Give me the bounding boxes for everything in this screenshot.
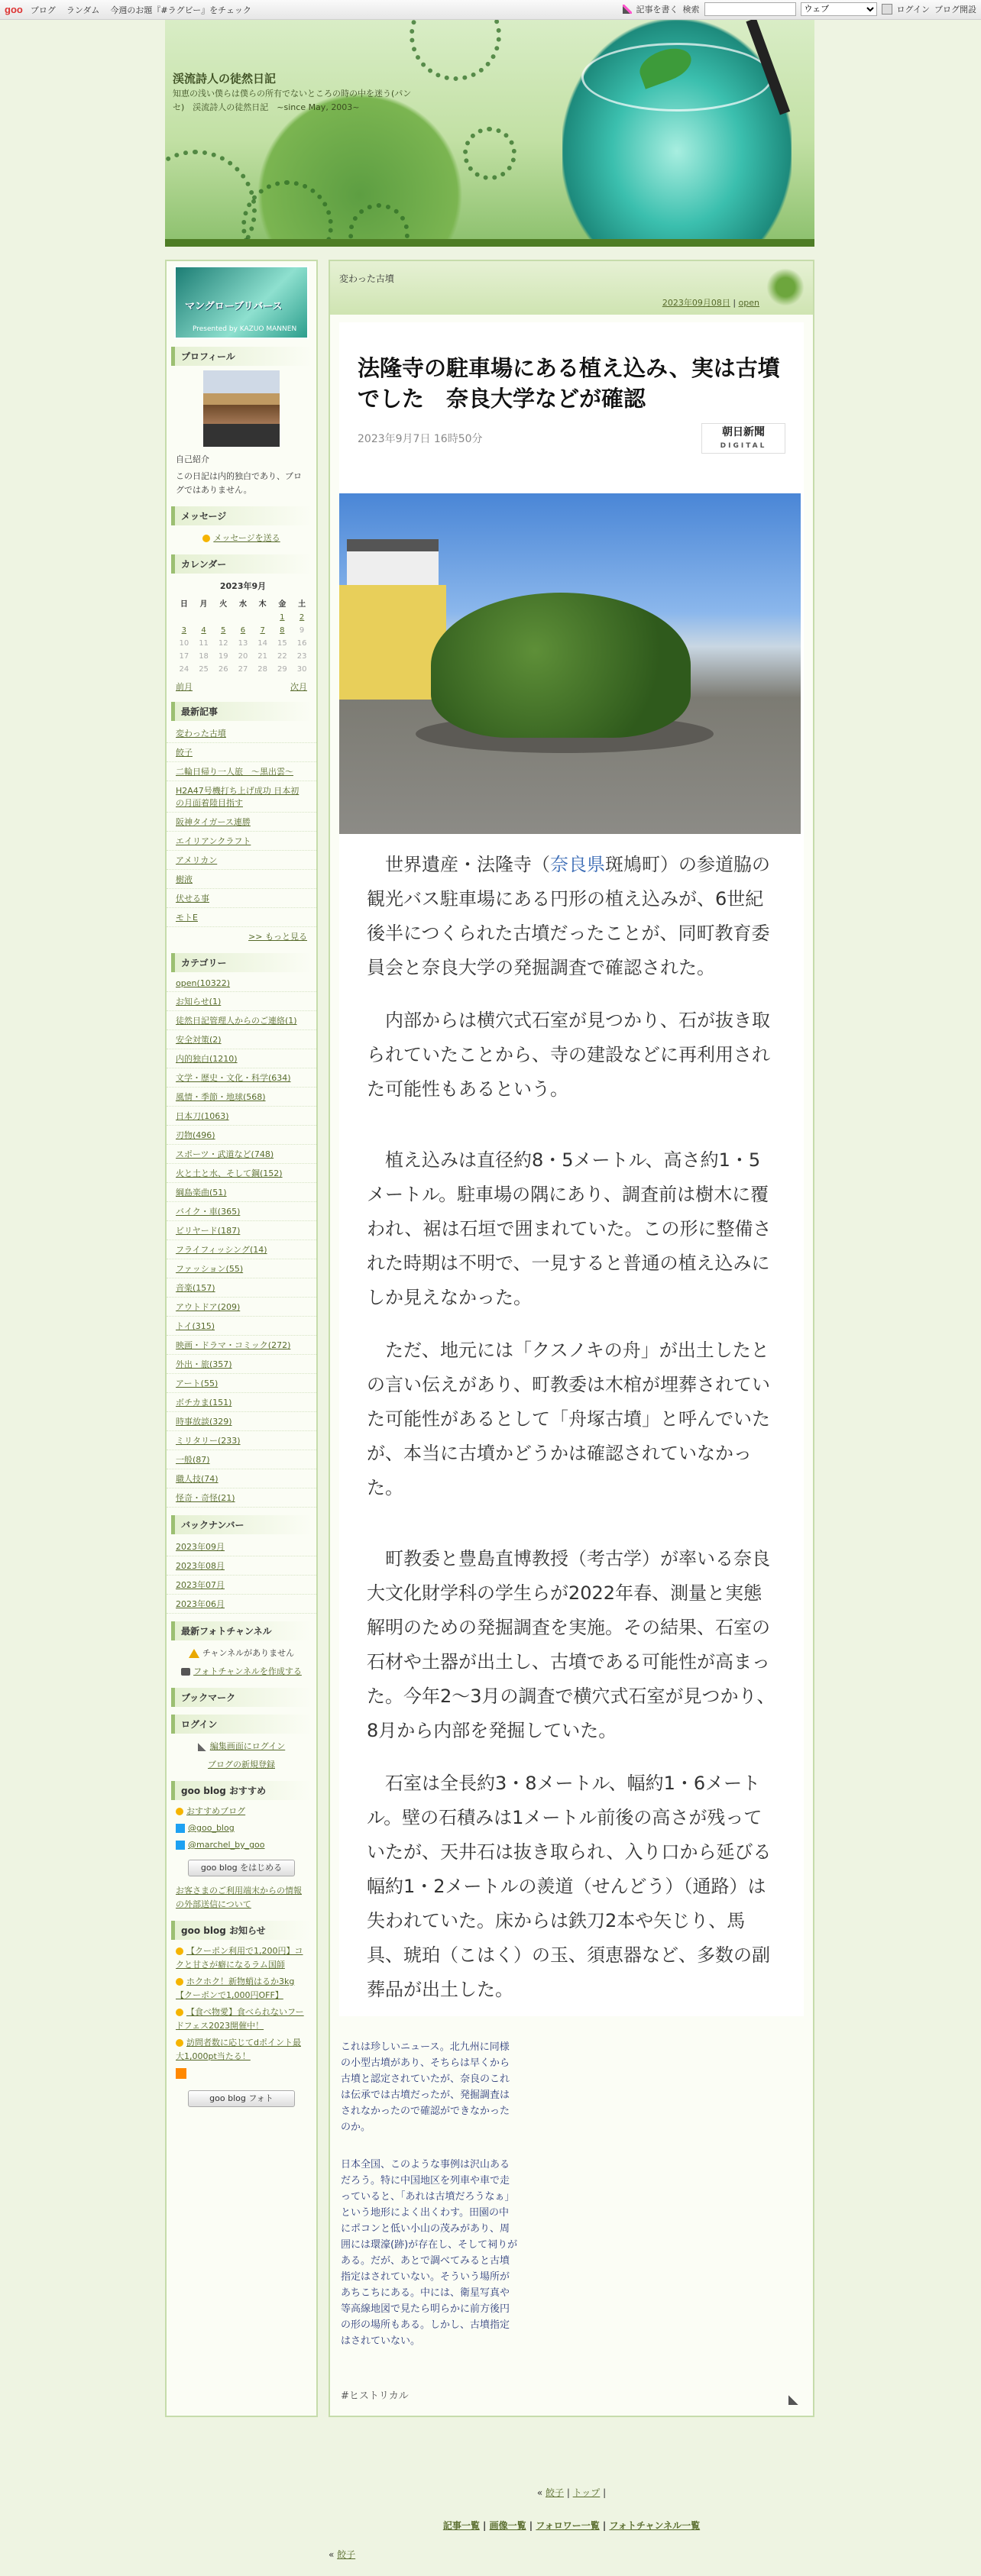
news-icon [176, 1978, 183, 1986]
article-paragraph [339, 839, 804, 994]
article-photo [339, 493, 801, 834]
author-comment: これは珍しいニュース。北九州に同様の小型古墳があり、そちらは早くから古墳と認定されていたが、奈良のこれは伝承では古墳だったが、発掘調査はされなかったので確認ができなかったのか。 [341, 2041, 510, 2133]
recommend-row [167, 1803, 316, 1820]
photo-channel-empty-text: チャンネルがありません [202, 1648, 295, 1658]
calendar-day [233, 611, 253, 624]
envelope-icon [202, 535, 210, 542]
calendar-day: 10 [179, 639, 189, 648]
paragraph-text: 斑鳩町）の参道脇の観光バス駐車場にある円形の植え込みが、6世紀後半につくられた古墳だったことが、同町教育委員会と奈良大学の発掘調査で確認された。 [367, 854, 770, 978]
twitter-link[interactable]: @marchel_by_goo [188, 1840, 265, 1850]
calendar-day: 14 [257, 639, 268, 648]
search-label: 検索 [682, 5, 700, 15]
back-entry-link[interactable]: 餃子 [337, 2549, 356, 2560]
calendar-day: 24 [179, 665, 189, 674]
toolbar-right [623, 2, 976, 16]
calendar-day-link[interactable]: 7 [260, 626, 265, 635]
new-blog-link[interactable]: ブログの新規登録 [208, 1760, 275, 1770]
article-body [339, 322, 804, 2016]
category-link[interactable]: バイク・車(365) [167, 1202, 316, 1221]
global-toolbar [0, 0, 981, 20]
twitter-icon [176, 1841, 185, 1850]
calendar-day: 25 [199, 665, 209, 674]
calendar-day-link[interactable]: 5 [221, 626, 226, 635]
calendar-nav [167, 679, 316, 694]
calendar-day: 29 [277, 665, 287, 674]
calendar-day: 21 [257, 652, 268, 661]
footer-link[interactable]: 画像一覧 [489, 2520, 526, 2531]
author-comment: 日本全国、このような事例は沢山あるだろう。特に中国地区を列車や車で走っていると、「あれは古墳だろうなぁ」という地形によく出くわす。田園の中にポコンと低い小山の茂みがあり、周囲には環濠(跡)が存在し、そして祠りがある。だが、あとで調べてみると古墳指定はされていない。そういう場所があちこちにある。中には、衛星写真や等高線地図で見たら明らかに前方後円の形の場所もある。しかし、古墳指定はされていない。 [341, 2159, 518, 2347]
twitter-row [167, 1837, 316, 1854]
category-link[interactable]: 内的独白(1210) [167, 1049, 316, 1068]
news-link[interactable]: 訪問者数に応じてdポイント最大1,000pt当たる！ [176, 2038, 301, 2061]
search-input[interactable] [704, 2, 796, 16]
news-link[interactable]: 【クーポン利用で1,200円】コクと甘さが癖になるラム国師 [176, 1946, 303, 1970]
calendar-day: 30 [296, 665, 307, 674]
calendar-day [213, 611, 233, 624]
photo-channel-heading: 最新フォトチャンネル [171, 1621, 312, 1640]
lace-ornament [463, 127, 516, 180]
source-logo [701, 423, 785, 454]
calendar-week [174, 663, 312, 676]
new-blog-row [167, 1755, 316, 1773]
news-row [167, 1943, 316, 1973]
source-logo-name: 朝日新聞 [722, 426, 765, 438]
category-link[interactable]: 安全対策(2) [167, 1030, 316, 1049]
message-row [167, 528, 316, 547]
calendar-week [174, 650, 312, 663]
calendar-day: 13 [238, 639, 248, 648]
category-link[interactable]: トイ(315) [167, 1317, 316, 1336]
sidebar [165, 260, 318, 2417]
footer-link[interactable]: 記事一覧 [442, 2520, 480, 2531]
calendar-day: 16 [296, 639, 307, 648]
calendar-week [174, 624, 312, 637]
backnumber-link[interactable]: 2023年09月 [167, 1537, 316, 1556]
photo-bush-mound [431, 593, 691, 738]
calendar-day: 20 [238, 652, 248, 661]
edit-icon[interactable] [788, 2394, 799, 2405]
search-button-icon[interactable] [882, 4, 892, 15]
recent-article-link[interactable]: 餃子 [167, 743, 316, 762]
category-link[interactable]: ファッション(55) [167, 1259, 316, 1278]
spacer [339, 1116, 804, 1134]
top-link[interactable]: トップ [572, 2487, 601, 2498]
blog-header [165, 20, 814, 239]
bookmark-heading: ブックマーク [171, 1688, 312, 1707]
category-link[interactable]: 火と土と水、そして鋼(152) [167, 1164, 316, 1183]
news-row [167, 2035, 316, 2065]
news-heading: goo blog お知らせ [171, 1921, 312, 1940]
blog-title[interactable]: 渓流詩人の徒然日記 [173, 72, 277, 86]
recent-article-link[interactable]: 樹液 [167, 870, 316, 889]
goo-logo[interactable]: goo [5, 4, 23, 15]
category-link[interactable]: フライフィッシング(14) [167, 1240, 316, 1259]
recent-article-link[interactable]: 阪神タイガース連勝 [167, 813, 316, 832]
start-blog-button[interactable]: goo blog をはじめる [188, 1860, 295, 1876]
lace-ornament [241, 180, 333, 239]
recent-article-link[interactable]: モトE [167, 908, 316, 927]
header-stripe [165, 239, 814, 247]
category-link[interactable]: 刃物(496) [167, 1126, 316, 1145]
entry-date-link[interactable]: 2023年09月08日 [662, 298, 730, 308]
news-row [167, 2004, 316, 2035]
weekday: 木 [258, 600, 267, 609]
category-link[interactable]: スポーツ・武道など(748) [167, 1145, 316, 1164]
source-logo-sub: DIGITAL [720, 442, 767, 450]
banner-subtitle: Presented by KAZUO MANNEN [193, 325, 297, 333]
entry-date-row: 2023年09月08日 | open [662, 298, 759, 308]
calendar-day-link[interactable]: 8 [280, 626, 285, 635]
article-paragraph: 町教委と豊島直博教授（考古学）が率いる奈良大文化財学科の学生らが2022年春、測量と実態解明のための発掘調査を実施。その結果、石室の石材や土器が出土し、古墳である可能性が高まった。今年2～3月の調査で横穴式石室が見つかり、8月から内部を発掘していた。 [367, 1548, 775, 1741]
category-link[interactable]: open(10322) [167, 975, 316, 992]
calendar-heading: カレンダー [171, 554, 312, 574]
calendar-day-link[interactable]: 6 [240, 626, 246, 635]
crown-icon [176, 1808, 183, 1815]
recent-heading: 最新記事 [171, 702, 312, 721]
calendar-day-link[interactable]: 2 [299, 613, 305, 622]
camera-icon [181, 1668, 190, 1676]
calendar-week [174, 637, 312, 650]
category-link[interactable]: お知らせ(1) [167, 992, 316, 1011]
weekday: 火 [219, 600, 228, 609]
recent-article-link[interactable]: アメリカン [167, 851, 316, 870]
profile-heading: プロフィール [171, 347, 312, 366]
article-paragraph: 植え込みは直径約8・5メートル、高さ約1・5メートル。駐車場の隅にあり、調査前は樹木に覆われ、裾は石垣で囲まれていた。この形に整備された時期は不明で、一見すると普通の植え込みにしか見えなかった。 [367, 1149, 772, 1308]
category-link[interactable]: 風情・季節・地球(568) [167, 1088, 316, 1107]
calendar-next-link[interactable]: 次月 [290, 682, 307, 692]
calendar-day-link[interactable]: 4 [201, 626, 206, 635]
category-link[interactable]: 時事放談(329) [167, 1412, 316, 1431]
calendar-month: 2023年9月 [219, 581, 267, 591]
weekday: 土 [298, 600, 306, 609]
article-paragraph: 内部からは横穴式石室が見つかり、石が抜き取られていたことから、寺の建設などに再利用された可能性もあるという。 [367, 1010, 770, 1100]
backnumber-link[interactable]: 2023年07月 [167, 1576, 316, 1595]
recent-article-link[interactable]: 変わった古墳 [167, 724, 316, 743]
intro-label: 自己紹介 [176, 454, 209, 464]
backnumber-heading: バックナンバー [171, 1515, 312, 1534]
category-link[interactable]: 職人技(74) [167, 1469, 316, 1488]
weekday: 金 [278, 600, 287, 609]
calendar-day [253, 611, 273, 624]
banner-title: マングローブリバース [185, 301, 283, 312]
category-link[interactable]: 映画・ドラマ・コミック(272) [167, 1336, 316, 1355]
category-link[interactable]: 音楽(157) [167, 1278, 316, 1298]
calendar-day [194, 611, 214, 624]
warning-icon [189, 1649, 199, 1658]
calendar-day: 27 [238, 665, 248, 674]
calendar-day: 11 [199, 639, 209, 648]
calendar-day: 28 [257, 665, 268, 674]
footer-link[interactable]: フォトチャンネル一覧 [609, 2520, 701, 2531]
news-icon [176, 2039, 183, 2047]
footer-links: 記事一覧 | 画像一覧 | フォロワー一覧 | フォトチャンネル一覧 [442, 2520, 701, 2531]
news-row [167, 1973, 316, 2004]
recommend-heading: goo blog おすすめ [171, 1781, 312, 1800]
calendar-day: 15 [277, 639, 287, 648]
article-paragraph: 石室は全長約3・8メートル、幅約1・6メートル。壁の石積みは1メートル前後の高さが残っていたが、天井石は抜き取られ、入り口から延びる幅約1・2メートルの羨道（せんどう）（通路）は失われていた。床からは鉄刀2本や矢じり、馬具、琥珀（こはく）の玉、須恵器など、多数の副葬品が出土した。 [367, 1773, 772, 2000]
category-link[interactable]: ボチカま(151) [167, 1393, 316, 1412]
categories-heading: カテゴリー [171, 953, 312, 972]
sidebar-banner[interactable] [174, 266, 309, 339]
recent-article-link[interactable]: エイリアンクラフト [167, 832, 316, 851]
toolbar-link-blog[interactable]: ブログ [30, 5, 56, 15]
category-link[interactable]: 一般(87) [167, 1450, 316, 1469]
avatar [203, 370, 280, 447]
entry-category-link[interactable]: open [738, 298, 759, 308]
weekday: 水 [238, 600, 247, 609]
blog-description: 知恵の浅い僕らは僕らの所有でないところの時の中を迷う(パンセ) 渓流詩人の徒然日記 ~since May, 2003~ [173, 89, 412, 112]
weekday: 月 [199, 600, 208, 609]
calendar-day [174, 611, 194, 624]
photo-channel-create-row [167, 1662, 316, 1680]
news-link[interactable]: ホクホク！新物蛸はるか3kg【クーポンで1,000円OFF】 [176, 1976, 295, 2000]
footer-back: « 餃子 [329, 2549, 356, 2560]
twitter-icon [176, 1824, 185, 1833]
lace-ornament [410, 20, 501, 81]
recent-article-link[interactable]: H2A47号機打ち上げ成功 日本初の月面着陸目指す [167, 781, 316, 813]
search-scope-select[interactable] [801, 2, 877, 16]
calendar-day: 26 [218, 665, 228, 674]
toolbar-link-topic[interactable]: 今週のお題『#ラグビー』をチェック [110, 5, 251, 15]
calendar-day: 17 [179, 652, 189, 661]
blog-photo-button[interactable]: goo blog フォト [188, 2090, 295, 2107]
article-paragraph: ただ、地元には「クスノキの舟」が出土したとの言い伝えがあり、町教委は木棺が埋葬されていた可能性があるとして「舟塚古墳」と呼んでいたが、本当に古墳かどうかは確認されていなかった。 [367, 1340, 770, 1498]
category-link[interactable]: ミリタリー(233) [167, 1431, 316, 1450]
prev-entry-link[interactable]: 餃子 [545, 2487, 564, 2498]
calendar-weekdays [174, 595, 312, 611]
category-link[interactable]: ビリヤード(187) [167, 1221, 316, 1240]
calendar-day: 18 [199, 652, 209, 661]
login-heading: ログイン [171, 1715, 312, 1734]
write-article-link[interactable]: 記事を書く [636, 5, 678, 15]
calendar-week [174, 611, 312, 624]
category-link[interactable]: 怪奇・奇怪(21) [167, 1488, 316, 1508]
paragraph-text: 世界遺産・法隆寺（ [385, 854, 550, 875]
twitter-link[interactable]: @goo_blog [188, 1823, 235, 1833]
photo-wall [339, 585, 446, 700]
news-link[interactable]: 【食べ物愛】食べられないフードフェス2023開催中！ [176, 2007, 304, 2031]
rss-icon[interactable] [176, 2068, 186, 2079]
category-link[interactable]: アウトドア(209) [167, 1298, 316, 1317]
category-link[interactable]: 綱島楽曲(51) [167, 1183, 316, 1202]
weekday: 日 [180, 600, 188, 609]
leaf-ornament [764, 264, 807, 310]
calendar-day-link[interactable]: 1 [280, 613, 285, 622]
footer-link[interactable]: フォロワー一覧 [536, 2520, 600, 2531]
calendar-prev-link[interactable]: 前月 [176, 682, 193, 692]
article-title: 法隆寺の駐車場にある植え込み、実は古墳でした 奈良大学などが確認 [358, 355, 780, 412]
intro-text: この日記は内的独白であり、ブログではありません。 [176, 471, 302, 495]
spacer [339, 1514, 804, 1533]
hashtag[interactable]: #ヒストリカル [341, 2390, 409, 2402]
news-icon [176, 2009, 183, 2016]
entry-header [330, 261, 813, 315]
message-heading: メッセージ [171, 506, 312, 525]
recent-article-link[interactable]: 二輪日帰り一人旅 ～黒出雲～ [167, 762, 316, 781]
photo-channel-empty [167, 1644, 316, 1662]
recommend-blog-link[interactable]: おすすめブログ [186, 1806, 246, 1816]
calendar-day: 9 [299, 626, 305, 635]
lace-ornament [348, 203, 410, 239]
pager: « 餃子 | トップ | [536, 2487, 607, 2498]
photo-channel-create-link[interactable]: フォトチャンネルを作成する [193, 1666, 302, 1676]
login-link[interactable]: ログイン [896, 5, 930, 15]
article-timestamp: 2023年9月7日 16時50分 [358, 433, 483, 445]
category-link[interactable]: 外出・旅(357) [167, 1355, 316, 1374]
login-edit-row [167, 1737, 316, 1755]
pen-icon [623, 5, 632, 14]
calendar-day: 22 [277, 652, 287, 661]
send-message-link[interactable]: メッセージを送る [213, 533, 280, 543]
calendar [174, 577, 312, 676]
category-link[interactable]: アート(55) [167, 1374, 316, 1393]
keyword-link[interactable]: 奈良県 [550, 854, 605, 875]
backnumber-link[interactable]: 2023年06月 [167, 1595, 316, 1614]
category-link[interactable]: 日本刀(1063) [167, 1107, 316, 1126]
recent-more-link[interactable]: >> もっと見る [248, 932, 307, 942]
pencil-icon [198, 1742, 207, 1751]
news-icon [176, 1947, 183, 1955]
calendar-day-link[interactable]: 3 [181, 626, 187, 635]
external-send-notice-link[interactable]: お客さまのご利用端末からの情報の外部送信について [176, 1886, 302, 1909]
backnumber-link[interactable]: 2023年08月 [167, 1556, 316, 1576]
calendar-day: 19 [218, 652, 228, 661]
calendar-day: 23 [296, 652, 307, 661]
entry-category-title: 変わった古墳 [339, 273, 394, 284]
twitter-row [167, 1820, 316, 1837]
recent-article-link[interactable]: 伏せる事 [167, 889, 316, 908]
open-blog-link[interactable]: ブログ開設 [934, 5, 976, 15]
toolbar-link-random[interactable]: ランダム [66, 5, 100, 15]
category-link[interactable]: 文学・歴史・文化・科学(634) [167, 1068, 316, 1088]
main-content [329, 260, 814, 2417]
calendar-day: 12 [218, 639, 228, 648]
article-meta [339, 422, 804, 455]
edit-login-link[interactable]: 編集画面にログイン [209, 1741, 286, 1751]
category-link[interactable]: 徒然日記管理人からのご連絡(1) [167, 1011, 316, 1030]
